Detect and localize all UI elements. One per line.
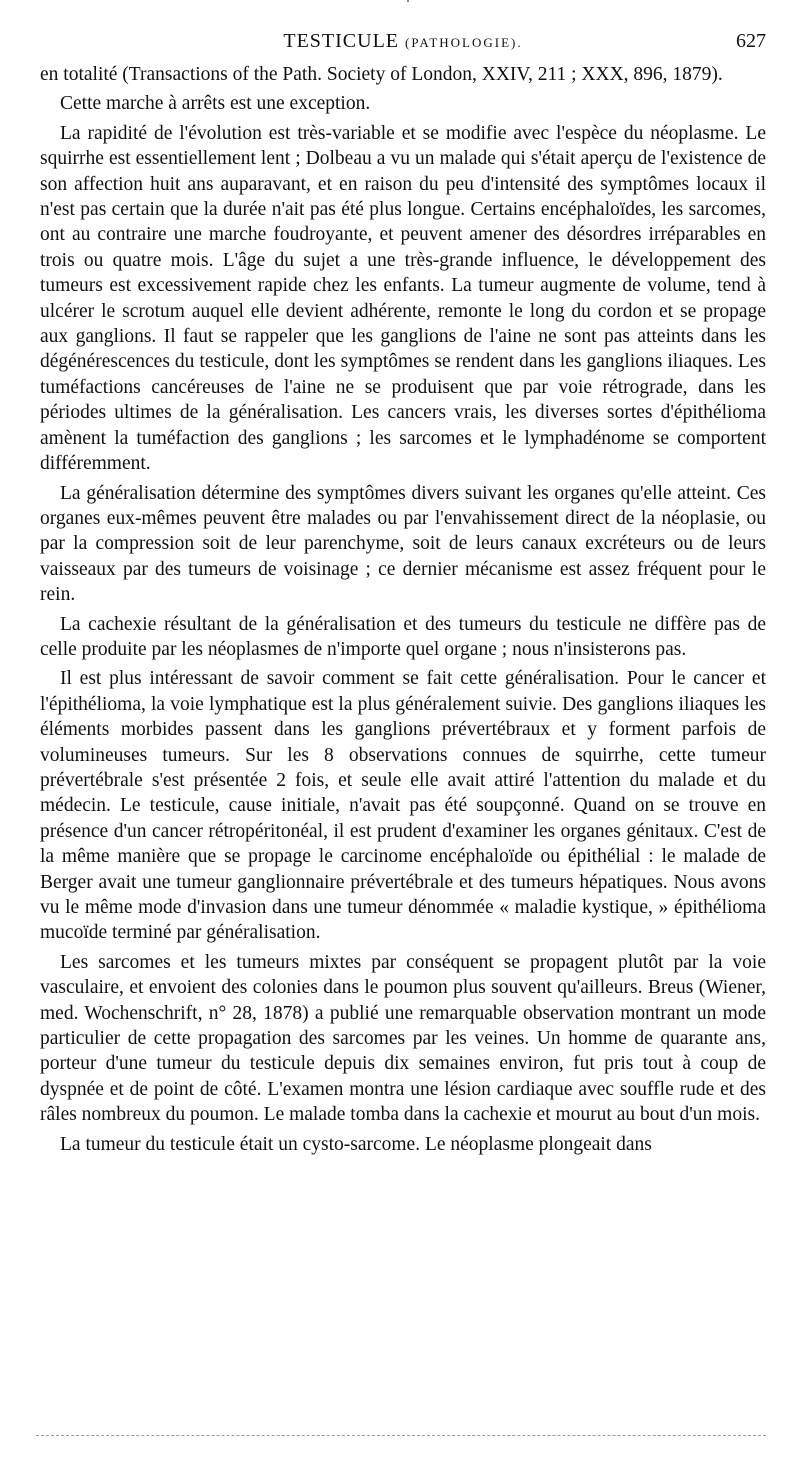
footer-rule [36,1435,766,1436]
header-title-main: TESTICULE [283,30,400,52]
paragraph-1: en totalité (Transactions of the Path. Society of London, XXIV, 211 ; XXX, 896, 1879). [40,64,723,85]
paragraph-8: La tumeur du testicule était un cysto-sarcome. Le néoplasme plongeait dans [60,1133,652,1155]
paragraph-7: Les sarcomes et les tumeurs mixtes par conséquent se propagent plutôt par la voie vasculaire, et envoient des colonies dans le poumon plus souvent qu'ailleurs. Breus (Wiener, med. Wochenschrift, n° 28, 1878) a publié une remarquable observation montrant un mode particulier de cette propagation des sarcomes par les veines. Un homme de quarante ans, porteur d'une tumeur du testicule depuis dix semaines environ, fut pris tout à coup de dyspnée et de point de côté. L'examen montra une lésion cardiaque avec souffle rude et des râles nombreux du poumon. Le malade tomba dans la cachexie et mourut au bout d'un mois. [40,951,766,1126]
header-title-subtitle: (PATHOLOGIE). [405,35,523,50]
paragraph-2: Cette marche à arrêts est une exception. [60,93,371,115]
paragraph-6: Il est plus intéressant de savoir comment se fait cette généralisation. Pour le cancer et l'épithélioma, la voie lymphatique est la plus généralement suivie. Des ganglions iliaques les éléments morbides passent dans les ganglions prévertébraux et y forment parfois de volumineuses tumeurs. Sur les 8 observations connues de squirrhe, cette tumeur prévertébrale s'est présentée 2 fois, et seule elle avait attiré l'attention du malade et du médecin. Le testicule, cause initiale, n'avait pas été soupçonné. Quand on se trouve en présence d'un cancer rétropéritonéal, il est prudent d'examiner les organes génitaux. C'est de la même manière que se propage le carcinome encéphaloïde ou épithélial : le malade de Berger avait une tumeur ganglionnaire prévertébrale et des tumeurs hépatiques. Nous avons vu le même mode d'invasion dans une tumeur dénommée « maladie kystique, » épithélioma mucoïde terminé par généralisation. [40,668,766,944]
paragraph-5: La cachexie résultant de la généralisation et des tumeurs du testicule ne diffère pas de celle produite par les néoplasmes de n'importe quel organe ; nous n'insisterons pas. [40,613,766,660]
print-speck [407,0,409,2]
running-header [40,30,766,60]
body-text [40,62,766,1157]
paragraph-4: La généralisation détermine des symptômes divers suivant les organes qu'elle atteint. Ces organes eux-mêmes peuvent être malades ou par l'envahissement direct de la néoplasie, ou par la compression soit de leur parenchyme, soit de leurs canaux excréteurs ou de leurs vaisseaux par des tumeurs de voisinage ; ce dernier mécanisme est assez fréquent pour le rein. [40,482,766,606]
page-number: 627 [736,30,766,52]
paragraph-3: La rapidité de l'évolution est très-variable et se modifie avec l'espèce du néoplasme. Le squirrhe est essentiellement lent ; Dolbeau a vu un malade qui s'était aperçu de l'existence de son affection huit ans auparavant, et en raison du peu d'intensité des symptômes locaux il n'est pas certain que la durée n'ait pas été plus longue. Certains encéphaloïdes, les sarcomes, ont au contraire une marche foudroyante, et peuvent amener des désordres irréparables en trois ou quatre mois. L'âge du sujet a une très-grande influence, le développement des tumeurs est excessivement rapide chez les enfants. La tumeur augmente de volume, tend à ulcérer le scrotum auquel elle devient adhérente, remonte le long du cordon et se propage aux ganglions. Il faut se rappeler que les ganglions de l'aine ne sont pas atteints dans les dégénérescences du testicule, dont les symptômes se rendent dans les ganglions iliaques. Les tuméfactions cancéreuses de l'aine ne se produisent que par voie rétrograde, dans les périodes ultimes de la généralisation. Les cancers vrais, les diverses sortes d'épithélioma amènent la tuméfaction des ganglions ; les sarcomes et le lymphadénome se comportent différemment. [40,122,766,475]
header-title [40,30,766,53]
